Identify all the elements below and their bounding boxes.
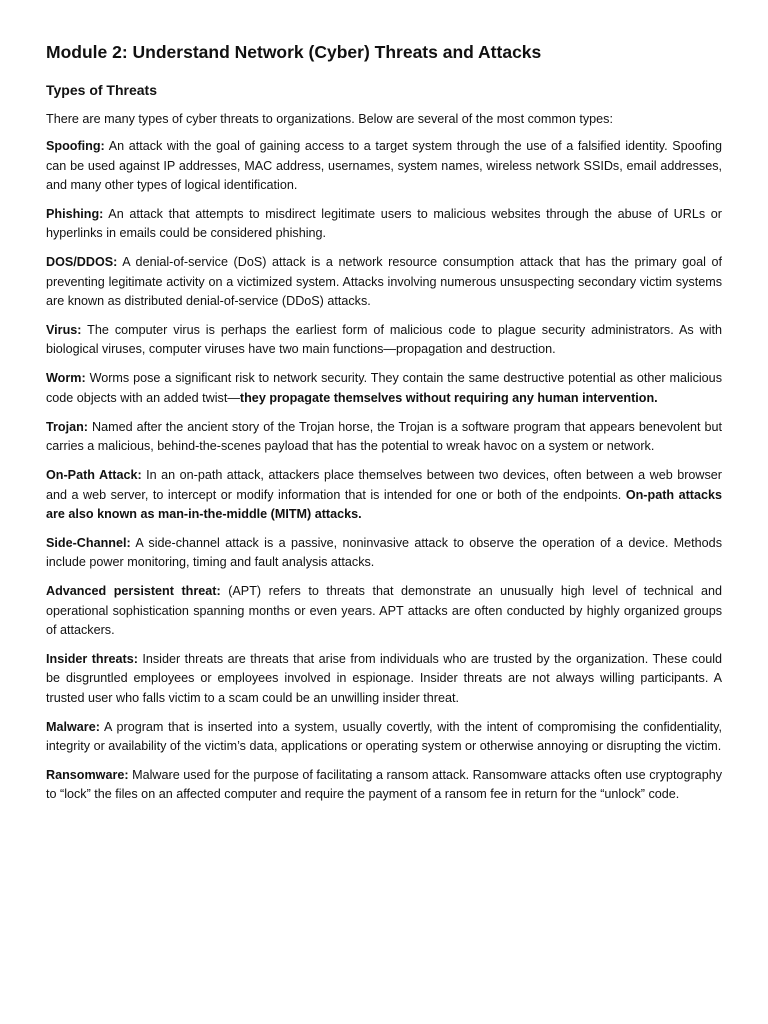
threat-term: Ransomware:	[46, 768, 129, 783]
threat-trojan	[46, 418, 722, 457]
threat-description: A program that is inserted into a system, usually covertly, with the intent of compromising the confidentiality, integrity or availability of the victim’s data, applications or operating system or otherwise annoying or disrupting the victim.	[46, 719, 722, 753]
threat-term: Advanced persistent threat:	[46, 584, 221, 599]
threat-term: On-Path Attack:	[46, 468, 142, 483]
threat-malware	[46, 718, 722, 757]
document-page	[46, 40, 722, 814]
threat-apt	[46, 582, 722, 640]
threat-term: DOS/DDOS:	[46, 255, 118, 270]
threat-term: Malware:	[46, 719, 100, 734]
threat-emphasis: they propagate themselves without requiring any human intervention.	[239, 390, 658, 405]
threat-term: Virus:	[46, 323, 82, 338]
threat-ransomware	[46, 766, 722, 805]
threat-insider	[46, 650, 722, 708]
threat-description: Insider threats are threats that arise from individuals who are trusted by the organization. These could be disgruntled employees or employees involved in espionage. Insider threats are not always willing participants. A trusted user who falls victim to a scam could be an unwilling insider threat.	[46, 652, 723, 705]
threat-on-path-attack	[46, 466, 722, 524]
threat-spoofing	[46, 137, 722, 195]
threat-term: Worm:	[46, 371, 86, 386]
threat-description: In an on-path attack, attackers place themselves between two devices, often between a web browser and a web server, to intercept or modify information that is intended for one or both of the endpoints.	[46, 468, 722, 502]
threat-description: Worms pose a significant risk to network security. They contain the same destructive potential as other malicious code objects with an added twist—	[46, 371, 722, 405]
threat-description: (APT) refers to threats that demonstrate an unusually high level of technical and operational sophistication spanning months or even years. APT attacks are often conducted by highly organized groups of attackers.	[46, 584, 722, 637]
threat-description: An attack with the goal of gaining access to a target system through the use of a falsified identity. Spoofing can be used against IP addresses, MAC address, usernames, system names, wireless network SSIDs, email addresses, and many other types of logical identification.	[46, 139, 722, 192]
threat-worm	[46, 369, 722, 408]
threat-description: A denial-of-service (DoS) attack is a network resource consumption attack that has the primary goal of preventing legitimate activity on a victimized system. Attacks involving numerous unsuspecting secondary victim systems are known as distributed denial-of-service (DDoS) attacks.	[46, 255, 722, 308]
threat-description: Named after the ancient story of the Trojan horse, the Trojan is a software program that appears benevolent but carries a malicious, behind-the-scenes payload that has the potential to wreak havoc on a system or network.	[46, 419, 722, 454]
page-title: Module 2: Understand Network (Cyber) Threats and Attacks	[46, 42, 542, 62]
section-heading: Types of Threats	[46, 82, 157, 98]
threat-description: A side-channel attack is a passive, noninvasive attack to observe the operation of a device. Methods include power monitoring, timing and fault analysis attacks.	[46, 535, 722, 570]
threat-description: The computer virus is perhaps the earliest form of malicious code to plague security administrators. As with biological viruses, computer viruses have two main functions—propagation and destruction.	[46, 323, 722, 357]
threat-description: Malware used for the purpose of facilitating a ransom attack. Ransomware attacks often use cryptography to “lock” the files on an affected computer and require the payment of a ransom fee in return for the “unlock” code.	[46, 768, 722, 802]
threat-term: Side-Channel:	[46, 535, 131, 550]
threat-description: An attack that attempts to misdirect legitimate users to malicious websites through the abuse of URLs or hyperlinks in emails could be considered phishing.	[46, 206, 722, 241]
intro-paragraph: There are many types of cyber threats to organizations. Below are several of the most common types:	[46, 112, 613, 126]
threat-phishing	[46, 205, 722, 244]
threat-term: Insider threats:	[46, 652, 138, 666]
threat-term: Phishing:	[46, 206, 104, 221]
threat-emphasis: On-path attacks are also known as man-in-the-middle (MITM) attacks.	[46, 487, 722, 521]
threat-virus	[46, 321, 722, 360]
threat-side-channel	[46, 534, 722, 573]
threat-dos-ddos	[46, 253, 722, 311]
threat-term: Spoofing:	[46, 139, 105, 154]
threat-term: Trojan:	[46, 419, 88, 434]
